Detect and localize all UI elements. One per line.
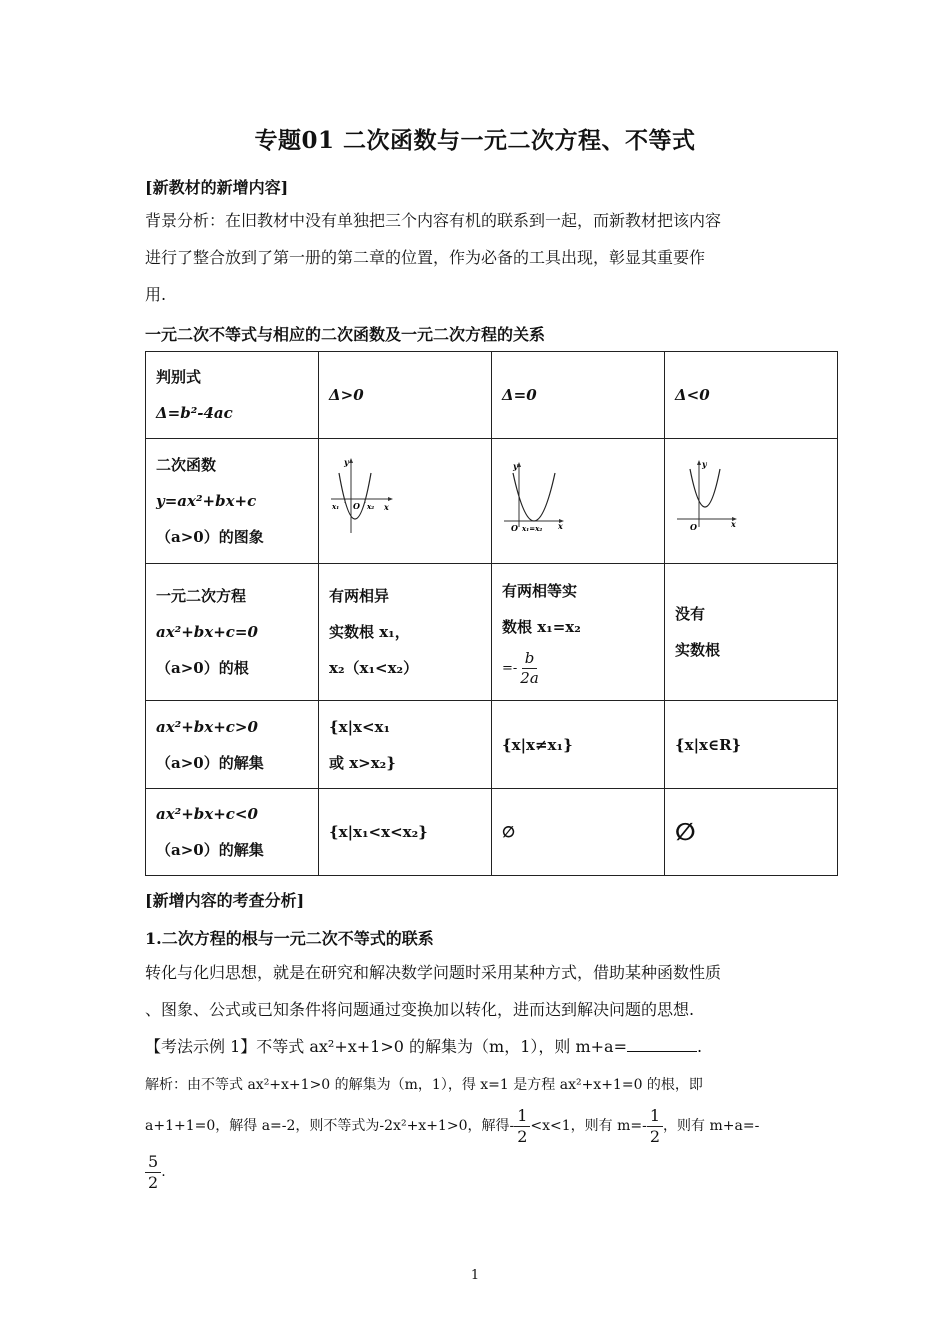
section-heading-analysis: [新增内容的考查分析]: [145, 891, 305, 910]
graph1-x2-label: x₂: [367, 501, 375, 511]
graph2-double-root-label: x₁=x₂: [522, 523, 543, 533]
graph3-y-label: y: [702, 458, 707, 469]
answer-blank: [627, 1037, 697, 1052]
cell-gt-one-root: {x|x≠x₁}: [492, 701, 665, 789]
table-row-discriminant: [146, 352, 838, 439]
cell-delta-negative: Δ<0: [665, 352, 838, 439]
cell-lt-two-roots: {x|x₁<x<x₂}: [319, 789, 492, 876]
cell-graph-one-root: [492, 439, 665, 564]
page-title: 专题01 二次函数与一元二次方程、不等式: [254, 127, 696, 154]
subheading-roots-and-inequality: 1.二次方程的根与一元二次不等式的联系: [145, 929, 434, 948]
table-row-graph: [146, 439, 838, 564]
analysis-line-3: $\frac{5}{2}$ .: [145, 1152, 166, 1192]
cell-graph-no-root: [665, 439, 838, 564]
section-heading-new-content: [新教材的新增内容]: [145, 178, 289, 197]
fraction-five-halves: $\frac{5}{2}$: [145, 1154, 161, 1191]
graph1-y-label: y: [344, 456, 349, 467]
fraction-one-half-b: $\frac{1}{2}$: [647, 1108, 663, 1145]
cell-gt-no-root: {x|x∈R}: [665, 701, 838, 789]
analysis-line-2: a+1+1=0，解得 a=-2，则不等式为-2x²+x+1>0，解得- $\frac{1}{2}$ <x<1，则有 m=- $\frac{1}{2}$ ，则有 m+a=-: [145, 1105, 760, 1146]
cell-graph-two-roots: [319, 439, 492, 564]
background-paragraph-line-1: 背景分析：在旧教材中没有单独把三个内容有机的联系到一起，而新教材把该内容: [145, 211, 722, 230]
background-paragraph-line-3: 用.: [145, 285, 167, 304]
graph3-origin-label: O: [690, 521, 697, 532]
cell-lt-no-root: ∅: [665, 789, 838, 876]
analysis-line-1: 解析：由不等式 ax²+x+1>0 的解集为（m，1），得 x=1 是方程 ax²+x+1=0 的根，即: [145, 1077, 703, 1093]
cell-discriminant-label: 判别式 Δ=b²-4ac: [146, 352, 319, 439]
graph2-x-label: x: [558, 520, 563, 531]
thought-paragraph-line-2: 、图象、公式或已知条件将问题通过变换加以转化，进而达到解决问题的思想.: [145, 1000, 695, 1019]
graph1-x-label: x: [384, 501, 389, 512]
cell-delta-zero: Δ=0: [492, 352, 665, 439]
cell-two-equal-roots: 有两相等实 数根 x₁=x₂ =- $\frac{b}{2a}$: [492, 564, 665, 701]
table-row-less-than: [146, 789, 838, 876]
page-number: 1: [470, 1268, 480, 1283]
fraction-one-half-a: $\frac{1}{2}$: [514, 1108, 530, 1145]
double-root-fraction: $\frac{b}{2a}$: [520, 648, 539, 687]
example-question: 【考法示例 1】不等式 ax²+x+1>0 的解集为（m，1），则 m+a= .: [145, 1037, 703, 1056]
graph2-origin-label: O: [511, 522, 518, 533]
parabola-no-root-graph: [675, 455, 745, 535]
cell-lt-label: ax²+bx+c<0 （a>0）的解集: [146, 789, 319, 876]
graph1-x1-label: x₁: [332, 501, 340, 511]
background-paragraph-line-2: 进行了整合放到了第一册的第二章的位置，作为必备的工具出现，彰显其重要作: [145, 248, 706, 267]
graph2-y-label: y: [513, 460, 518, 471]
cell-quadratic-function-label: 二次函数 y=ax²+bx+c （a>0）的图象: [146, 439, 319, 564]
double-root-prefix: =-: [502, 661, 518, 676]
table-row-greater-than: [146, 701, 838, 789]
cell-gt-label: ax²+bx+c>0 （a>0）的解集: [146, 701, 319, 789]
cell-equation-label: 一元二次方程 ax²+bx+c=0 （a>0）的根: [146, 564, 319, 701]
graph3-x-label: x: [731, 518, 736, 529]
cell-lt-one-root: ∅: [492, 789, 665, 876]
cell-no-real-roots: 没有 实数根: [665, 564, 838, 701]
cell-delta-positive: Δ>0: [319, 352, 492, 439]
thought-paragraph-line-1: 转化与化归思想，就是在研究和解决数学问题时采用某种方式，借助某种函数性质: [145, 963, 722, 982]
parabola-one-root-graph: [502, 455, 572, 535]
table-caption: 一元二次不等式与相应的二次函数及一元二次方程的关系: [145, 325, 546, 344]
cell-gt-two-roots: {x|x<x₁ 或 x>x₂}: [319, 701, 492, 789]
parabola-two-roots-graph: [329, 455, 399, 535]
graph1-origin-label: O: [353, 500, 360, 511]
table-row-roots: [146, 564, 838, 701]
relation-table: [145, 351, 838, 876]
cell-two-distinct-roots: 有两相异 实数根 x₁， x₂（x₁<x₂）: [319, 564, 492, 701]
